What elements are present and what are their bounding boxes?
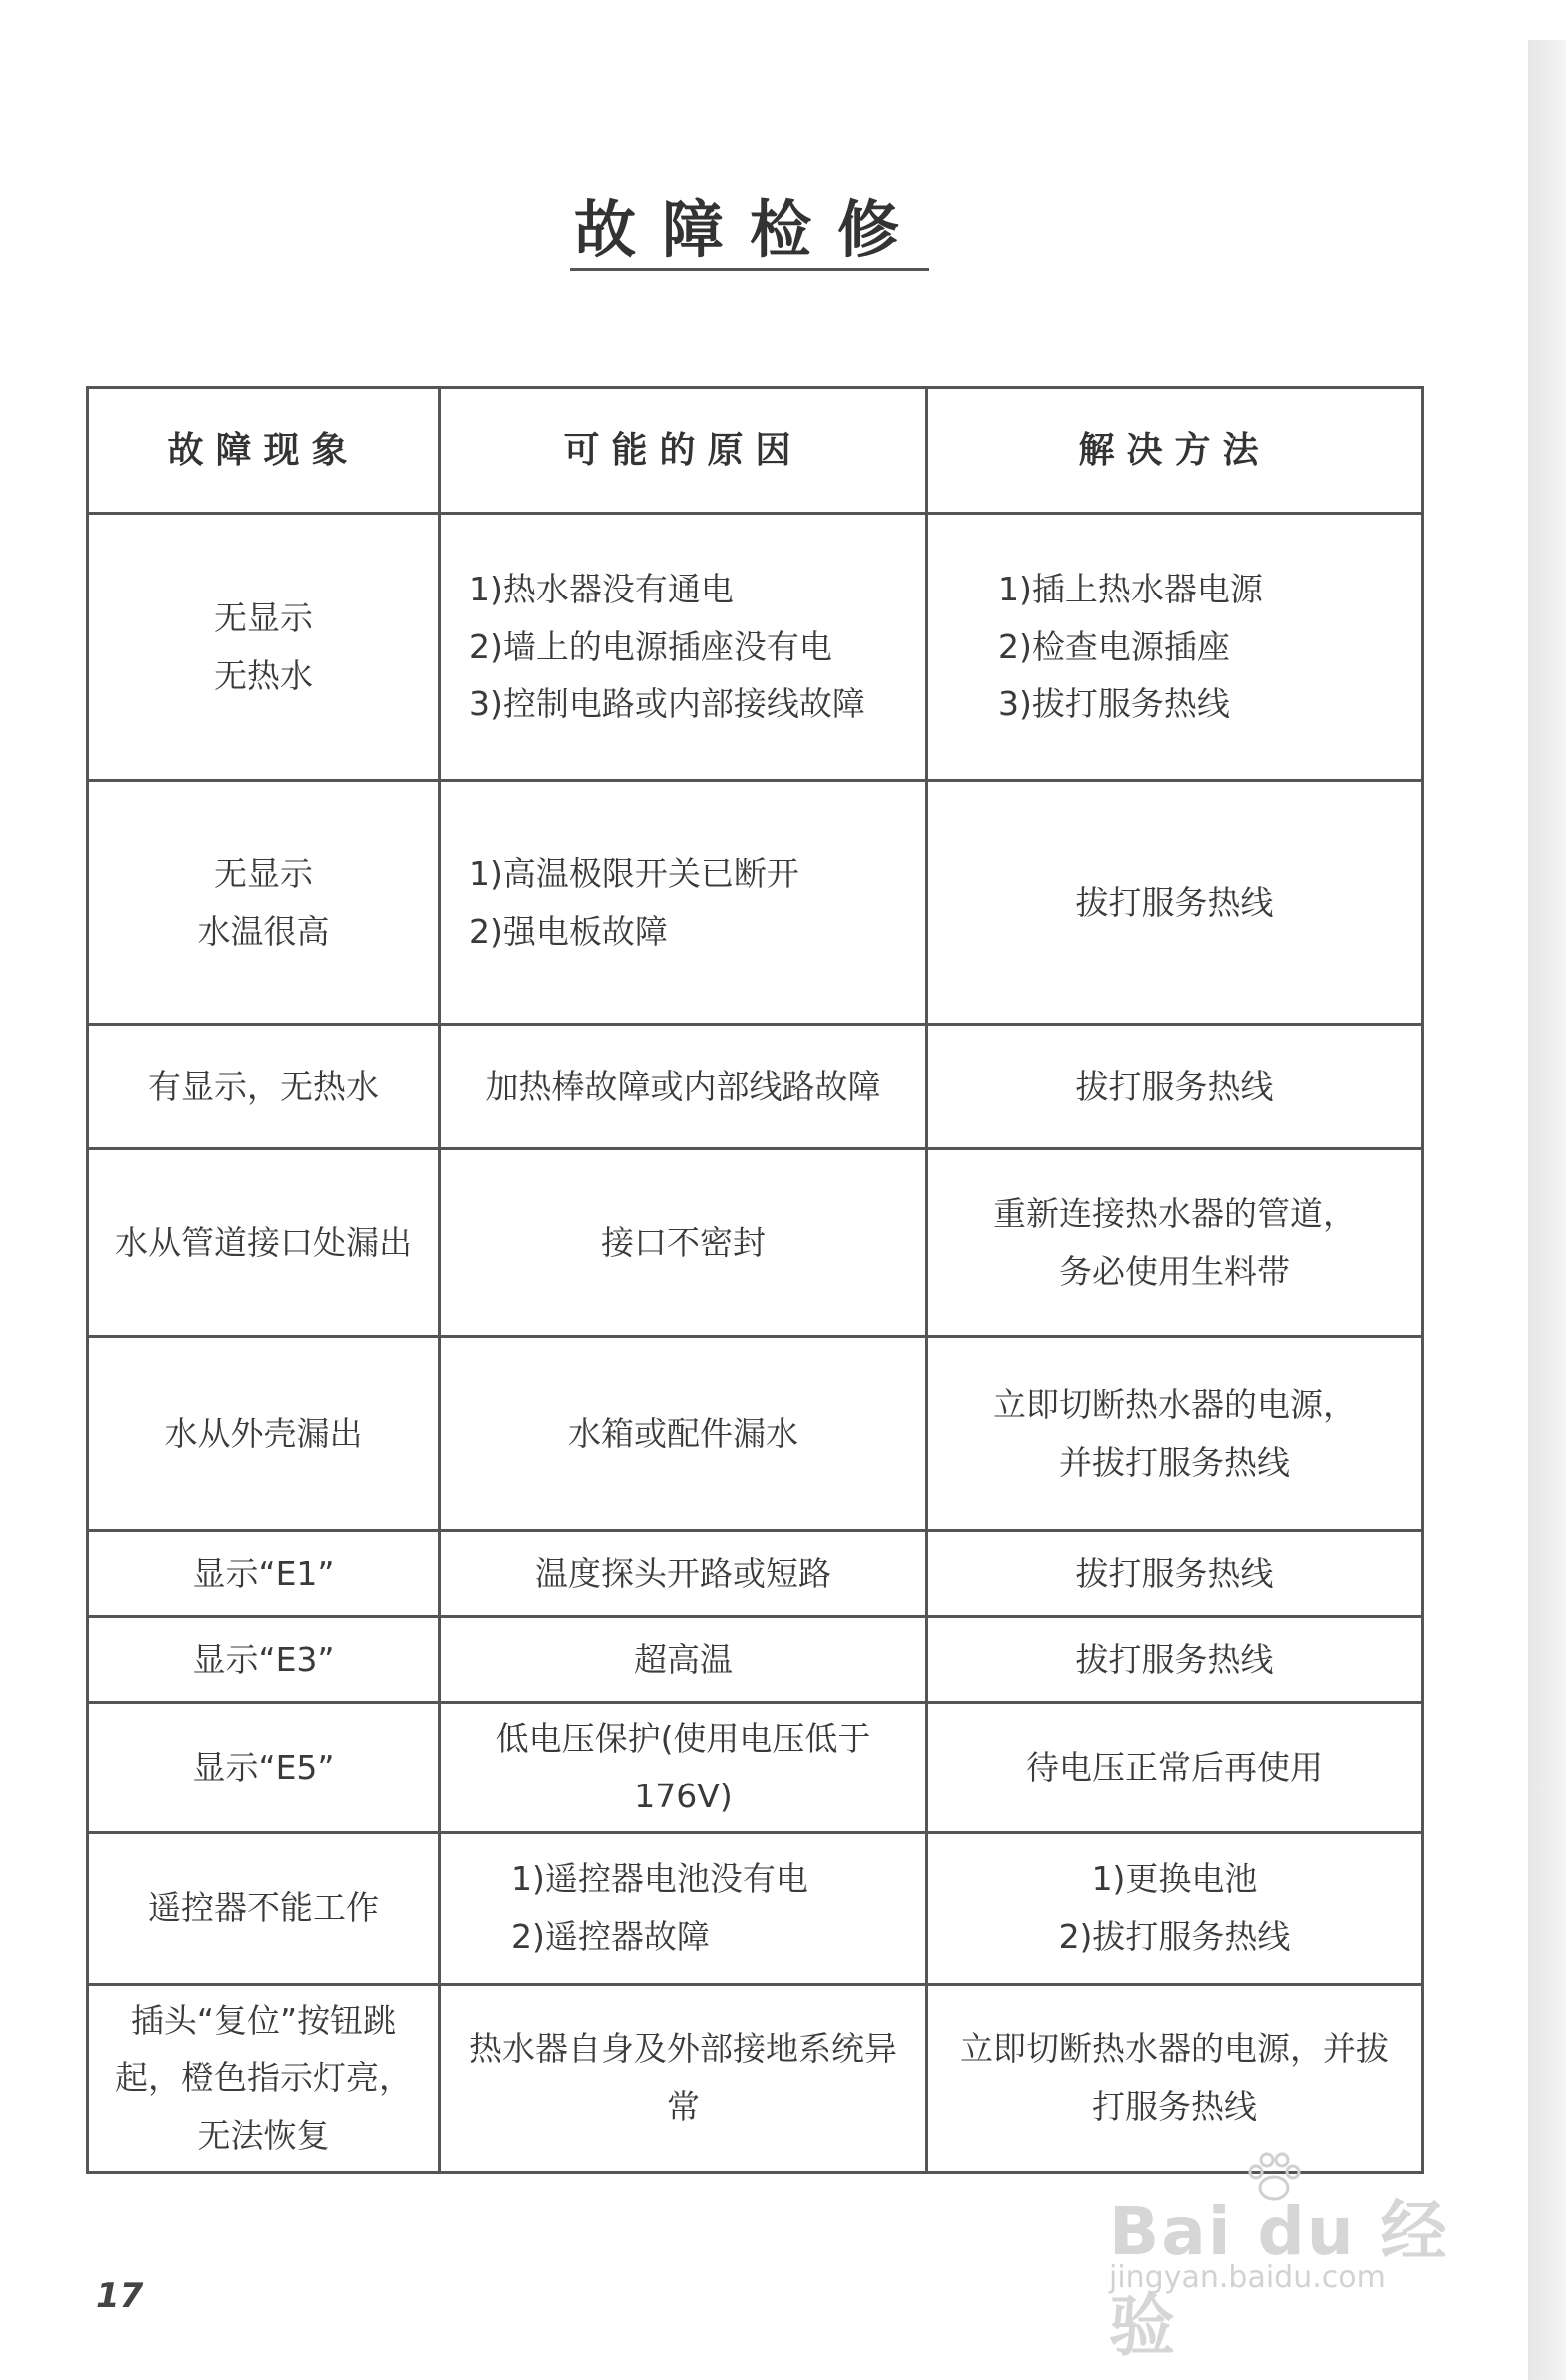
cause-cell (440, 1337, 927, 1531)
table-row (88, 1337, 1423, 1531)
header-cause: 可能的原因 (440, 388, 927, 514)
cause-cell (440, 1149, 927, 1337)
symptom-cell (88, 1149, 440, 1337)
cause-line: 低电压保护(使用电压低于176V) (495, 1719, 871, 1815)
cause-cell (440, 1832, 927, 1984)
cause-cell (440, 781, 927, 1025)
symptom-line: 无法恢复 (197, 2116, 330, 2155)
header-solution: 解决方法 (927, 388, 1423, 514)
table-header-row (88, 388, 1423, 514)
symptom-line: 显示“E3” (192, 1639, 335, 1679)
symptom-cell (88, 1617, 440, 1703)
symptom-cell (88, 1984, 440, 2172)
table-row (88, 1531, 1423, 1617)
page-title: 故障检修 (573, 193, 925, 266)
cause-line: 超高温 (634, 1639, 733, 1679)
table-row (88, 1149, 1423, 1337)
table-row (88, 514, 1423, 781)
solution-line: 打服务热线 (1092, 2087, 1257, 2127)
cause-line: 2)强电板故障 (469, 911, 668, 951)
cause-line: 2)遥控器故障 (511, 1917, 710, 1956)
symptom-line: 无显示 (214, 597, 313, 637)
symptom-cell (88, 1337, 440, 1531)
cause-cell (440, 1984, 927, 2172)
watermark-url: jingyan.baidu.com (1109, 2260, 1386, 2295)
solution-line: 重新连接热水器的管道， (993, 1193, 1356, 1233)
symptom-line: 无显示 (214, 853, 313, 893)
solution-line: 待电压正常后再使用 (1026, 1747, 1323, 1786)
cause-line: 热水器自身及外部接地系统异常 (469, 2029, 897, 2127)
cause-line: 加热棒故障或内部线路故障 (485, 1066, 881, 1106)
cause-line: 3)控制电路或内部接线故障 (469, 684, 865, 724)
solution-line: 2)拔打服务热线 (1058, 1917, 1291, 1956)
table-row (88, 781, 1423, 1025)
solution-cell (927, 1337, 1423, 1531)
symptom-line: 插头“复位”按钮跳 (130, 2000, 397, 2040)
symptom-cell (88, 1025, 440, 1149)
page-edge (1528, 40, 1566, 2380)
solution-line: 1)更换电池 (1091, 1859, 1258, 1899)
cause-cell (440, 1531, 927, 1617)
symptom-line: 水温很高 (197, 911, 330, 951)
solution-line: 务必使用生料带 (1059, 1251, 1290, 1291)
symptom-cell (88, 1703, 440, 1833)
cause-line: 温度探头开路或短路 (535, 1553, 831, 1593)
solution-line: 拔打服务热线 (1075, 1639, 1274, 1679)
symptom-line: 无热水 (214, 655, 313, 695)
solution-line: 1)插上热水器电源 (998, 569, 1263, 608)
symptom-line: 水从外壳漏出 (164, 1413, 363, 1453)
cause-line: 1)热水器没有通电 (469, 569, 734, 608)
symptom-line: 有显示，无热水 (148, 1066, 379, 1106)
solution-line: 拔打服务热线 (1075, 1066, 1274, 1106)
solution-line: 2)检查电源插座 (998, 626, 1230, 666)
symptom-line: 起，橙色指示灯亮， (115, 2058, 412, 2098)
table-row (88, 1984, 1423, 2172)
solution-cell (927, 1025, 1423, 1149)
table-row (88, 1703, 1423, 1833)
title-underline (570, 268, 929, 271)
solution-line: 并拔打服务热线 (1059, 1442, 1290, 1482)
symptom-cell (88, 1531, 440, 1617)
solution-cell (927, 1703, 1423, 1833)
solution-line: 拔打服务热线 (1075, 1553, 1274, 1593)
solution-line: 立即切断热水器的电源，并拔 (960, 2029, 1389, 2069)
symptom-line: 水从管道接口处漏出 (115, 1222, 412, 1262)
symptom-line: 显示“E1” (192, 1553, 335, 1593)
table-row (88, 1832, 1423, 1984)
solution-line: 立即切断热水器的电源， (993, 1384, 1356, 1424)
symptom-cell (88, 781, 440, 1025)
cause-cell (440, 514, 927, 781)
symptom-cell (88, 1832, 440, 1984)
troubleshooting-table (86, 386, 1424, 2174)
table-row (88, 1617, 1423, 1703)
solution-cell (927, 1832, 1423, 1984)
solution-cell (927, 781, 1423, 1025)
solution-line: 拔打服务热线 (1075, 882, 1274, 922)
cause-line: 1)遥控器电池没有电 (511, 1859, 808, 1899)
solution-cell (927, 1531, 1423, 1617)
table-row (88, 1025, 1423, 1149)
cause-line: 2)墙上的电源插座没有电 (469, 626, 832, 666)
baidu-watermark (1109, 2148, 1489, 2365)
solution-cell (927, 1617, 1423, 1703)
cause-cell (440, 1025, 927, 1149)
symptom-cell (88, 514, 440, 781)
solution-cell (927, 1984, 1423, 2172)
solution-cell (927, 1149, 1423, 1337)
cause-line: 水箱或配件漏水 (568, 1413, 798, 1453)
cause-cell (440, 1617, 927, 1703)
cause-line: 接口不密封 (601, 1222, 766, 1262)
solution-cell (927, 514, 1423, 781)
solution-line: 3)拔打服务热线 (998, 684, 1230, 724)
symptom-line: 显示“E5” (192, 1747, 335, 1786)
cause-cell (440, 1703, 927, 1833)
header-symptom: 故障现象 (88, 388, 440, 514)
symptom-line: 遥控器不能工作 (148, 1888, 379, 1928)
page-number: 17 (96, 2276, 144, 2316)
watermark-logo: Bai du 经验 (1109, 2193, 1449, 2365)
cause-line: 1)高温极限开关已断开 (469, 853, 799, 893)
